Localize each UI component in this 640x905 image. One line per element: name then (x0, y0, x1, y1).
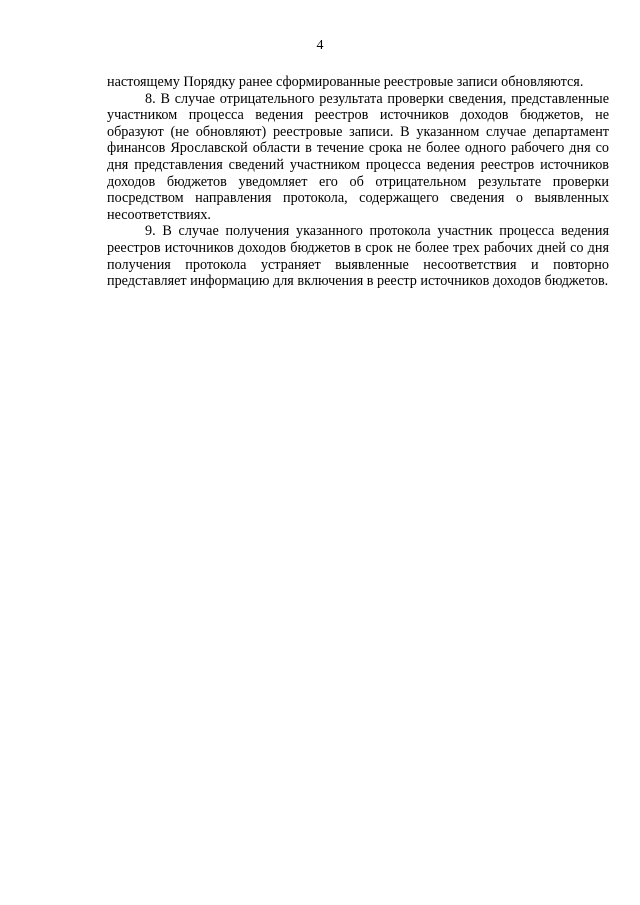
page-number: 4 (316, 38, 324, 53)
document-body (107, 74, 609, 290)
paragraph-continuation: настоящему Порядку ранее сформированные реестровые записи обновляются. (107, 74, 584, 90)
paragraph-9: 9. В случае получения указанного протокола участник процесса ведения реестров источников доходов бюджетов в срок не более трех рабочих дней со дня получения протокола устраняет выявленные несоответствия и повторно представляет информацию для включения в реестр источников доходов бюджетов. (107, 223, 609, 290)
paragraph-8: 8. В случае отрицательного результата проверки сведения, представленные участником процесса ведения реестров источников доходов бюджетов, не образуют (не обновляют) реестровые записи. В указанном случае департамент финансов Ярославской области в течение срока не более одного рабочего дня со дня представления сведений участником процесса ведения реестров источников доходов бюджетов уведомляет его об отрицательном результате проверки посредством направления протокола, содержащего сведения о выявленных несоответствиях. (107, 90, 609, 223)
